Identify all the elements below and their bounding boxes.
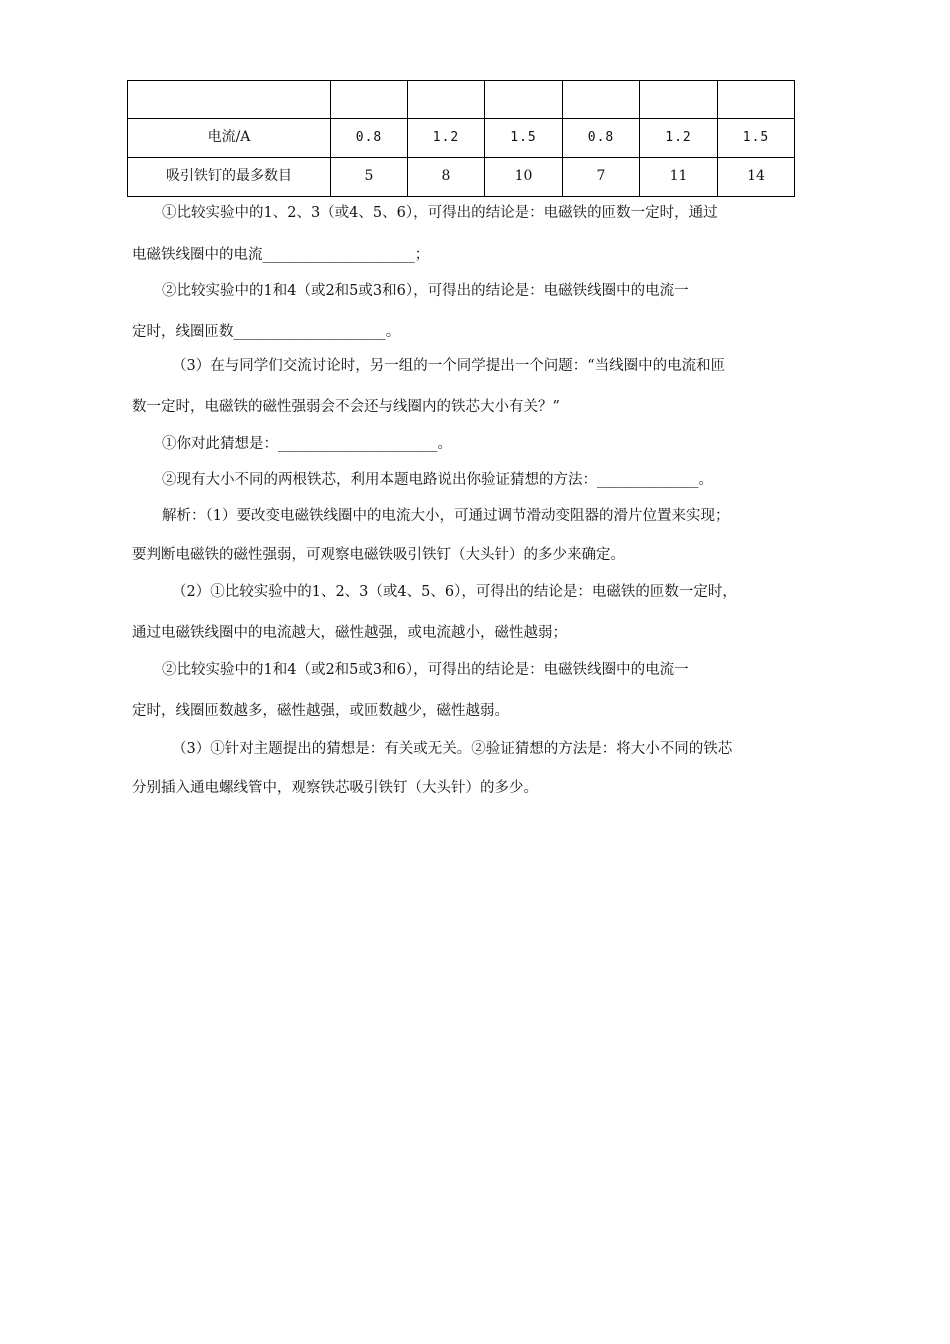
current-label-cell: 电流/A xyxy=(128,119,331,158)
table-cell xyxy=(640,81,718,119)
paragraph-line: 定时，线圈匝数越多，磁性越强，或匝数越少，磁性越弱。 xyxy=(132,703,509,719)
paragraph-line: ②现有大小不同的两根铁芯，利用本题电路说出你验证猜想的方法：______________。 xyxy=(162,472,713,488)
current-value-cell: 1.2 xyxy=(640,119,718,158)
paragraph-line: ②比较实验中的1和4（或2和5或3和6），可得出的结论是：电磁铁线圈中的电流一 xyxy=(162,283,689,299)
paragraph-line: （2）①比较实验中的1、2、3（或4、5、6），可得出的结论是：电磁铁的匝数一定时， xyxy=(172,584,737,600)
count-label-cell: 吸引铁钉的最多数目 xyxy=(128,158,331,197)
table-row-current xyxy=(128,119,795,158)
paragraph-line: 定时，线圈匝数_____________________。 xyxy=(132,324,401,340)
table-cell xyxy=(485,81,563,119)
paragraph-line: 电磁铁线圈中的电流_____________________； xyxy=(132,247,430,263)
table-cell xyxy=(563,81,640,119)
current-value-cell: 1.5 xyxy=(718,119,795,158)
count-value-cell: 11 xyxy=(640,158,718,197)
paragraph-line: 通过电磁铁线圈中的电流越大，磁性越强，或电流越小，磁性越弱； xyxy=(132,625,567,641)
paragraph-line: ②比较实验中的1和4（或2和5或3和6），可得出的结论是：电磁铁线圈中的电流一 xyxy=(162,662,689,678)
table-cell xyxy=(331,81,408,119)
count-value-cell: 8 xyxy=(408,158,485,197)
current-value-cell: 0.8 xyxy=(331,119,408,158)
table-row-header xyxy=(128,81,795,119)
current-value-cell: 1.2 xyxy=(408,119,485,158)
experiment-data-table xyxy=(127,80,795,197)
current-value-cell: 1.5 xyxy=(485,119,563,158)
count-value-cell: 5 xyxy=(331,158,408,197)
count-value-cell: 7 xyxy=(563,158,640,197)
paragraph-line: 数一定时，电磁铁的磁性强弱会不会还与线圈内的铁芯大小有关？” xyxy=(132,399,560,415)
paragraph-line: （3）①针对主题提出的猜想是：有关或无关。②验证猜想的方法是：将大小不同的铁芯 xyxy=(172,741,733,757)
table-cell xyxy=(128,81,331,119)
paragraph-line: ①比较实验中的1、2、3（或4、5、6），可得出的结论是：电磁铁的匝数一定时，通过 xyxy=(162,205,718,221)
paragraph-line: ①你对此猜想是：______________________。 xyxy=(162,436,452,452)
table-cell xyxy=(718,81,795,119)
count-value-cell: 14 xyxy=(718,158,795,197)
paragraph-line: 要判断电磁铁的磁性强弱，可观察电磁铁吸引铁钉（大头针）的多少来确定。 xyxy=(132,547,625,563)
current-value-cell: 0.8 xyxy=(563,119,640,158)
paragraph-line: 解析：（1）要改变电磁铁线圈中的电流大小，可通过调节滑动变阻器的滑片位置来实现； xyxy=(162,508,730,524)
count-value-cell: 10 xyxy=(485,158,563,197)
paragraph-line: 分别插入通电螺线管中，观察铁芯吸引铁钉（大头针）的多少。 xyxy=(132,780,538,796)
table-row-nail-count xyxy=(128,158,795,197)
table-cell xyxy=(408,81,485,119)
paragraph-line: （3）在与同学们交流讨论时，另一组的一个同学提出一个问题：“当线圈中的电流和匝 xyxy=(172,358,726,374)
